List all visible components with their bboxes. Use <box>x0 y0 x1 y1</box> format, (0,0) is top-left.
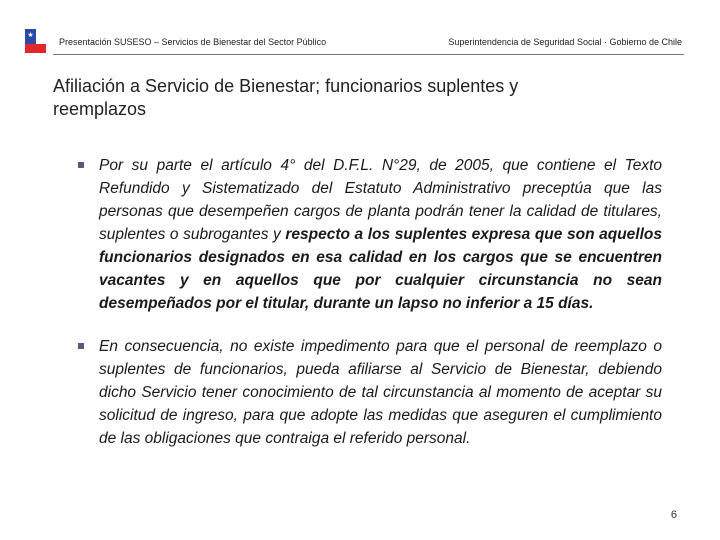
bullet-2-text: En consecuencia, no existe impedimento para que el personal de reemplazo o suplentes de funcionarios, pueda afiliarse al Servicio de Bienestar, debiendo dicho Servicio tener conocimiento de tal circunstancia al momento de aceptar su solicitud de ingreso, para que adopte las medidas que aseguren el cumplimiento de las obligaciones que contraiga el referido personal. <box>99 338 662 447</box>
bullet-1-bold-text: respecto a los suplentes expresa que son aquellos funcionarios designados en esa calidad en los cargos que se encuentren vacantes y en aquellos que por cualquier circunstancia no sean desempeñados por el titular, durante un lapso no inferior a 15 días. <box>99 226 662 312</box>
slide-title <box>53 75 663 121</box>
flag-white-field <box>36 29 46 44</box>
bullet-item-2 <box>78 335 662 450</box>
flag-red-field <box>25 44 46 53</box>
bullet-list <box>78 154 662 450</box>
square-bullet-icon <box>78 343 84 349</box>
bullet-1-text: Por su parte el artículo 4° del D.F.L. N°29, de 2005, que contiene el Texto Refundido y Sistematizado del Estatuto Administrativo preceptúa que las personas que desempeñen cargos de planta podrán tener la calidad de titulares, suplentes o subrogantes y <box>99 157 662 243</box>
page-number: 6 <box>670 509 677 521</box>
header-left-text: Presentación SUSESO – Servicios de Bienestar del Sector Público <box>59 37 327 47</box>
bullet-item-1 <box>78 154 662 315</box>
header-divider <box>53 54 684 55</box>
header-right-text: Superintendencia de Seguridad Social · Gobierno de Chile <box>448 37 682 47</box>
slide-title-line-2: reemplazos <box>53 99 147 119</box>
square-bullet-icon <box>78 162 84 168</box>
chile-flag-icon <box>25 29 46 53</box>
slide-title-line-1: Afiliación a Servicio de Bienestar; funcionarios suplentes y <box>53 76 519 96</box>
flag-star-icon: ★ <box>27 32 34 39</box>
